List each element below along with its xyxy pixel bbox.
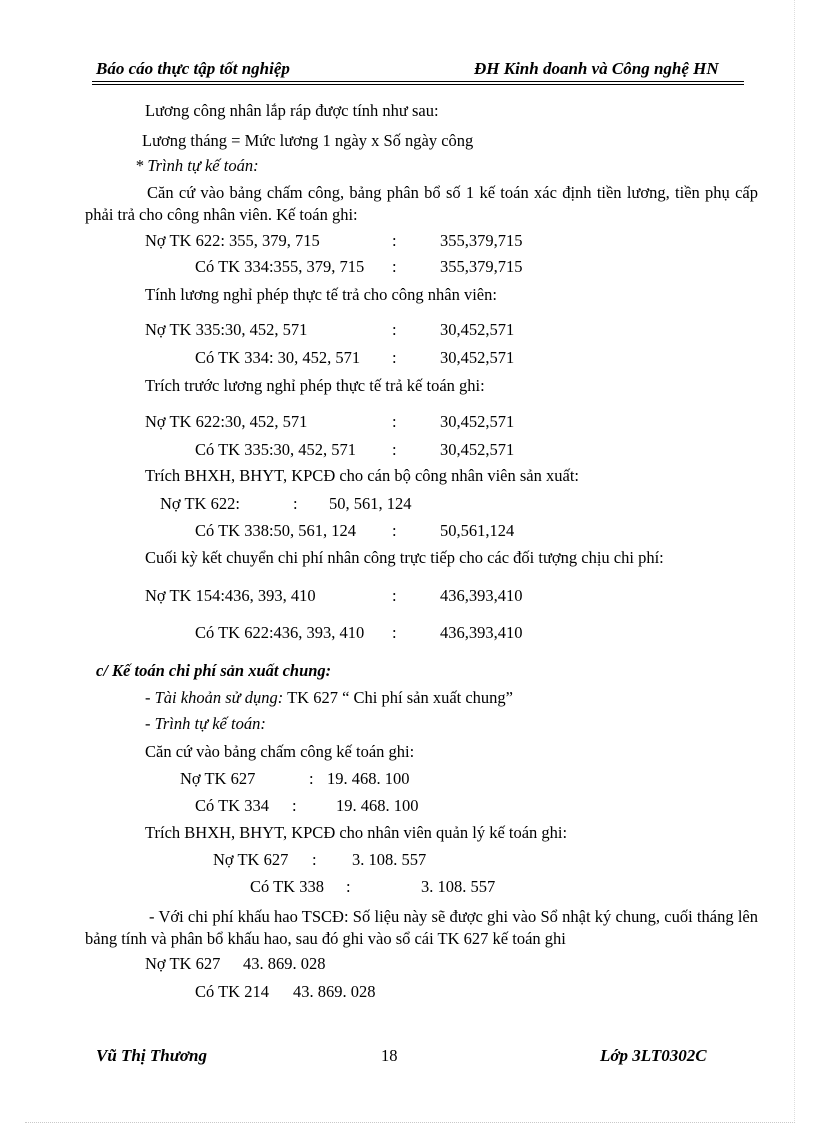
entry-amount: 19. 468. 100 xyxy=(336,796,419,815)
entry-colon: : xyxy=(392,412,397,431)
header-rule-bottom xyxy=(92,84,744,85)
page-edge-vertical xyxy=(794,0,795,1123)
entry-colon: : xyxy=(392,231,397,250)
entry-amount: 355,379,715 xyxy=(440,257,523,276)
entry-account: Nợ TK 622: xyxy=(160,494,240,513)
footer-author: Vũ Thị Thương xyxy=(96,1046,207,1065)
header-rule-top xyxy=(92,81,744,82)
paragraph: Căn cứ vào bảng chấm công kế toán ghi: xyxy=(145,742,415,761)
entry-colon: : xyxy=(392,521,397,540)
entry-account: Nợ TK 627 xyxy=(145,954,221,973)
entry-account: Nợ TK 622:30, 452, 571 xyxy=(145,412,308,431)
entry-colon: : xyxy=(392,440,397,459)
footer-class: Lớp 3LT0302C xyxy=(600,1046,707,1065)
subheading: * Trình tự kế toán: xyxy=(135,156,259,175)
entry-account: Có TK 334 xyxy=(195,796,269,815)
entry-amount: 436,393,410 xyxy=(440,586,523,605)
header-university: ĐH Kinh doanh và Công nghệ HN xyxy=(474,59,719,78)
entry-account: Có TK 338:50, 561, 124 xyxy=(195,521,357,540)
paragraph: - Với chi phí khấu hao TSCĐ: Số liệu này sẽ được ghi vào Sổ nhật ký chung, cuối tháng lên bảng tính và phân bổ khấu hao, sau đó ghi vào sổ cái TK 627 kế toán ghi xyxy=(85,907,758,948)
entry-colon: : xyxy=(293,494,298,513)
paragraph: Trích BHXH, BHYT, KPCĐ cho cán bộ công nhân viên sản xuất: xyxy=(145,466,579,485)
formula: Lương tháng = Mức lương 1 ngày x Số ngày công xyxy=(142,131,474,150)
entry-colon: : xyxy=(392,320,397,339)
entry-colon: : xyxy=(392,586,397,605)
paragraph: Trích BHXH, BHYT, KPCĐ cho nhân viên quản lý kế toán ghi: xyxy=(145,823,568,842)
entry-amount: 30,452,571 xyxy=(440,412,515,431)
entry-colon: : xyxy=(392,623,397,642)
entry-amount: 355,379,715 xyxy=(440,231,523,250)
section-heading: c/ Kế toán chi phí sản xuất chung: xyxy=(96,661,332,680)
paragraph: Lương công nhân lắp ráp được tính như sau: xyxy=(145,101,439,120)
entry-account: Nợ TK 154:436, 393, 410 xyxy=(145,586,316,605)
entry-account: Nợ TK 627 xyxy=(180,769,256,788)
subheading: - Trình tự kế toán: xyxy=(145,714,266,733)
entry-colon: : xyxy=(292,796,297,815)
entry-amount: 436,393,410 xyxy=(440,623,523,642)
entry-amount: 50, 561, 124 xyxy=(329,494,412,513)
entry-account: Nợ TK 622: 355, 379, 715 xyxy=(145,231,320,250)
entry-colon: : xyxy=(392,348,397,367)
entry-account: Có TK 622:436, 393, 410 xyxy=(195,623,365,642)
entry-account: Có TK 338 xyxy=(250,877,324,896)
entry-colon: : xyxy=(346,877,351,896)
paragraph: Cuối kỳ kết chuyển chi phí nhân công trực tiếp cho các đối tượng chịu chi phí: xyxy=(145,548,664,567)
entry-colon: : xyxy=(392,257,397,276)
entry-amount: 30,452,571 xyxy=(440,348,515,367)
entry-account: Có TK 335:30, 452, 571 xyxy=(195,440,357,459)
entry-colon: : xyxy=(309,769,314,788)
entry-account: Nợ TK 627 xyxy=(213,850,289,869)
entry-amount: 30,452,571 xyxy=(440,440,515,459)
entry-account: Có TK 334: 30, 452, 571 xyxy=(195,348,361,367)
page-number: 18 xyxy=(381,1046,398,1065)
entry-amount: 30,452,571 xyxy=(440,320,515,339)
paragraph: Trích trước lương nghỉ phép thực tế trả kế toán ghi: xyxy=(145,376,485,395)
entry-amount: 19. 468. 100 xyxy=(327,769,410,788)
entry-amount: 3. 108. 557 xyxy=(421,877,496,896)
account-used-line xyxy=(145,690,513,707)
header-report-title: Báo cáo thực tập tốt nghiệp xyxy=(96,59,290,78)
account-used-label: - Tài khoản sử dụng: xyxy=(145,688,284,707)
entry-amount: 43. 869. 028 xyxy=(243,954,326,973)
entry-account: Có TK 334:355, 379, 715 xyxy=(195,257,365,276)
entry-amount: 3. 108. 557 xyxy=(352,850,427,869)
entry-account: Nợ TK 335:30, 452, 571 xyxy=(145,320,308,339)
account-used-text: TK 627 “ Chi phí sản xuất chung” xyxy=(287,688,513,707)
entry-account: Có TK 214 xyxy=(195,982,269,1001)
entry-amount: 43. 869. 028 xyxy=(293,982,376,1001)
paragraph: Căn cứ vào bảng chấm công, bảng phân bổ số 1 kế toán xác định tiền lương, tiền phụ cấp phải trả cho công nhân viên. Kế toán ghi: xyxy=(85,183,758,224)
entry-amount: 50,561,124 xyxy=(440,521,515,540)
entry-colon: : xyxy=(312,850,317,869)
paragraph: Tính lương nghỉ phép thực tế trả cho công nhân viên: xyxy=(145,285,497,304)
